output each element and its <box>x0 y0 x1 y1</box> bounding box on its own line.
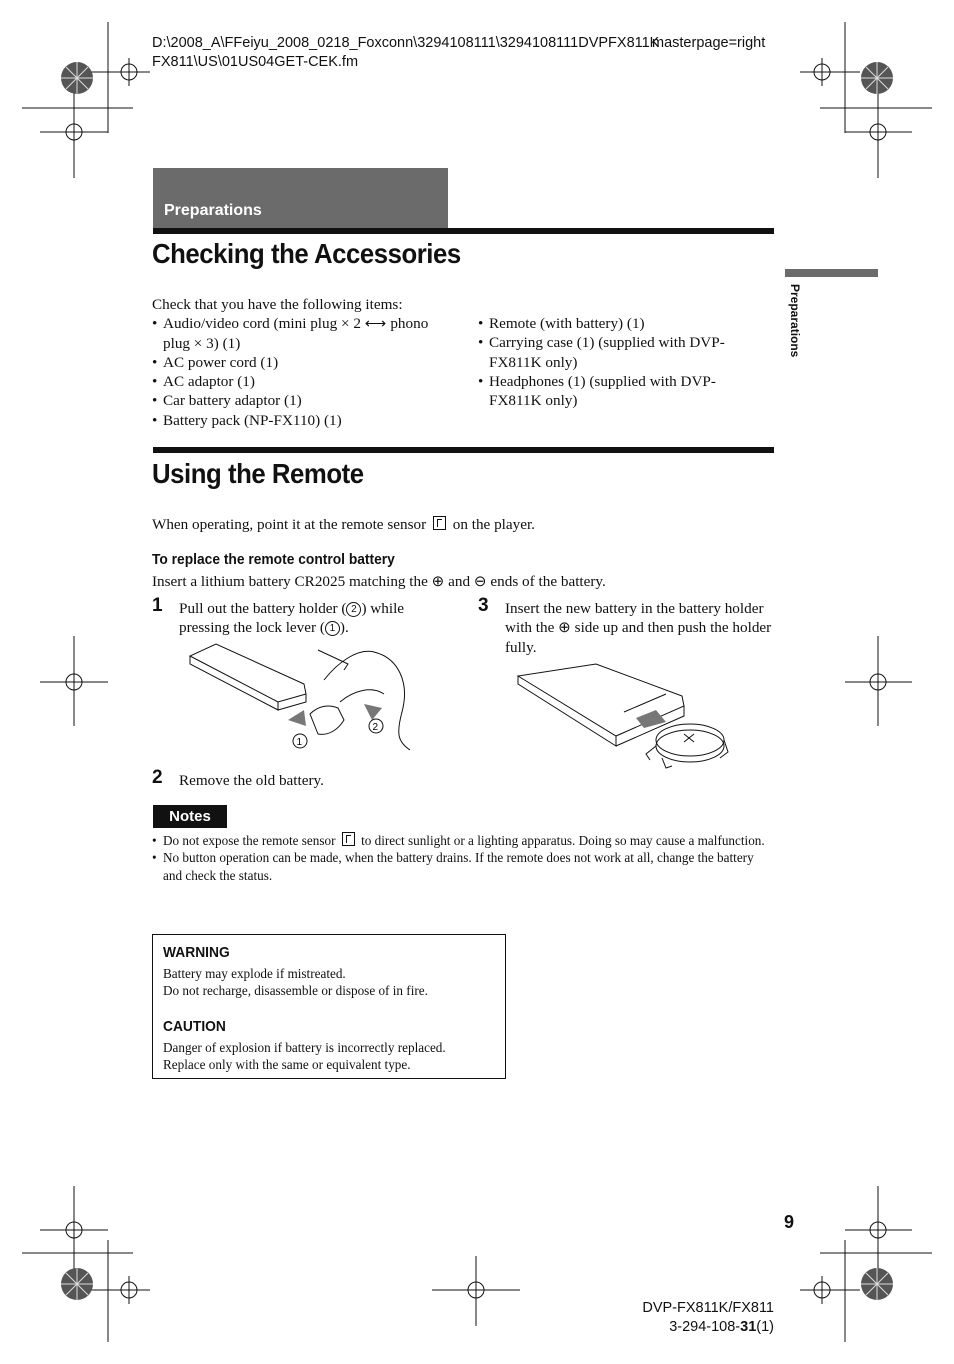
accessories-right-column <box>478 314 750 410</box>
file-path-line2: FX811\US\01US04GET-CEK.fm <box>152 54 359 70</box>
file-path-header <box>152 34 659 72</box>
side-tab-label: Preparations <box>788 284 802 358</box>
step-1-text-a: Pull out the battery holder ( <box>179 600 347 617</box>
warning-box <box>152 934 506 1079</box>
footer-model: DVP-FX811K/FX811 <box>642 1300 774 1316</box>
warning-line-2: Do not recharge, disassemble or dispose of in fire. <box>163 983 428 998</box>
list-item: • Remote (with battery) (1) <box>478 314 750 333</box>
battery-insert-text: Insert a lithium battery CR2025 matching the ⊕ and ⊖ ends of the battery. <box>152 573 606 590</box>
step-3-number: 3 <box>478 595 489 616</box>
remote-intro-before: When operating, point it at the remote sensor <box>152 516 427 533</box>
list-item: • Carrying case (1) (supplied with DVP-FX811K only) <box>478 333 750 372</box>
section-tab-label: Preparations <box>164 202 262 219</box>
step-3-text: Insert the new battery in the battery holder with the ⊕ side up and then push the holder fully. <box>505 600 772 656</box>
note-item-1 <box>152 832 774 849</box>
remote-intro-after: on the player. <box>452 516 535 533</box>
list-item: • Car battery adaptor (1) <box>152 391 452 410</box>
master-page-label: masterpage=right <box>652 35 766 51</box>
section-rule-top <box>153 228 774 234</box>
step-1-text-b: ) while pressing the lock lever ( <box>179 600 405 637</box>
remote-sensor-icon <box>433 516 446 530</box>
list-item: • Headphones (1) (supplied with DVP-FX811K only) <box>478 372 750 411</box>
remote-battery-insert-illustration <box>516 662 730 774</box>
step-1-number: 1 <box>152 595 163 616</box>
caution-title: CAUTION <box>163 1018 226 1035</box>
remote-intro <box>152 515 772 534</box>
footer-code-bold: 31 <box>740 1319 757 1335</box>
step-1-circle-1: 1 <box>325 621 340 636</box>
step-2-text: Remove the old battery. <box>179 772 324 789</box>
notes-badge: Notes <box>153 805 227 828</box>
note-item-1-before: Do not expose the remote sensor <box>163 833 336 848</box>
footer-code <box>642 1318 774 1337</box>
accessories-list-left <box>152 314 452 430</box>
warning-line-1: Battery may explode if mistreated. <box>163 966 346 981</box>
list-item: • AC adaptor (1) <box>152 372 452 391</box>
footer-code-suffix: (1) <box>756 1319 774 1335</box>
note-item-1-after: to direct sunlight or a lighting apparatus. Doing so may cause a malfunction. <box>361 833 765 848</box>
caution-line-1: Danger of explosion if battery is incorrectly replaced. <box>163 1040 446 1055</box>
accessories-left-column <box>152 295 452 430</box>
accessories-list-right <box>478 314 750 410</box>
warning-title: WARNING <box>163 944 230 961</box>
notes-list <box>152 832 774 884</box>
note-item-2: • No button operation can be made, when the battery drains. If the remote does not work at all, change the battery and check the status. <box>152 849 774 884</box>
remote-battery-holder-illustration <box>188 642 414 754</box>
list-item: • Audio/video cord (mini plug × 2 ⟷ phono plug × 3) (1) <box>152 314 452 353</box>
step-2-number: 2 <box>152 767 163 788</box>
accessories-heading: Checking the Accessories <box>152 238 461 269</box>
section-rule-remote <box>153 447 774 453</box>
figure-label-1: 1 <box>296 737 303 748</box>
section-tab <box>153 168 448 228</box>
step-1-text-c: ). <box>339 619 349 637</box>
figure-label-2: 2 <box>372 722 379 733</box>
side-tab-bar <box>785 269 878 277</box>
step-1-text <box>179 599 449 638</box>
page-number: 9 <box>784 1212 795 1232</box>
accessories-intro: Check that you have the following items: <box>152 296 403 313</box>
list-item: • Battery pack (NP-FX110) (1) <box>152 411 452 430</box>
battery-subheading: To replace the remote control battery <box>152 551 395 568</box>
list-item: • AC power cord (1) <box>152 353 452 372</box>
step-1-circle-2: 2 <box>346 602 361 617</box>
remote-sensor-icon <box>342 832 355 846</box>
file-path-line1: D:\2008_A\FFeiyu_2008_0218_Foxconn\3294108111\3294108111DVPFX811K <box>152 35 660 51</box>
remote-heading: Using the Remote <box>152 458 364 489</box>
footer-model-info <box>642 1299 774 1337</box>
footer-code-prefix: 3-294-108- <box>669 1319 741 1335</box>
caution-line-2: Replace only with the same or equivalent type. <box>163 1057 411 1072</box>
